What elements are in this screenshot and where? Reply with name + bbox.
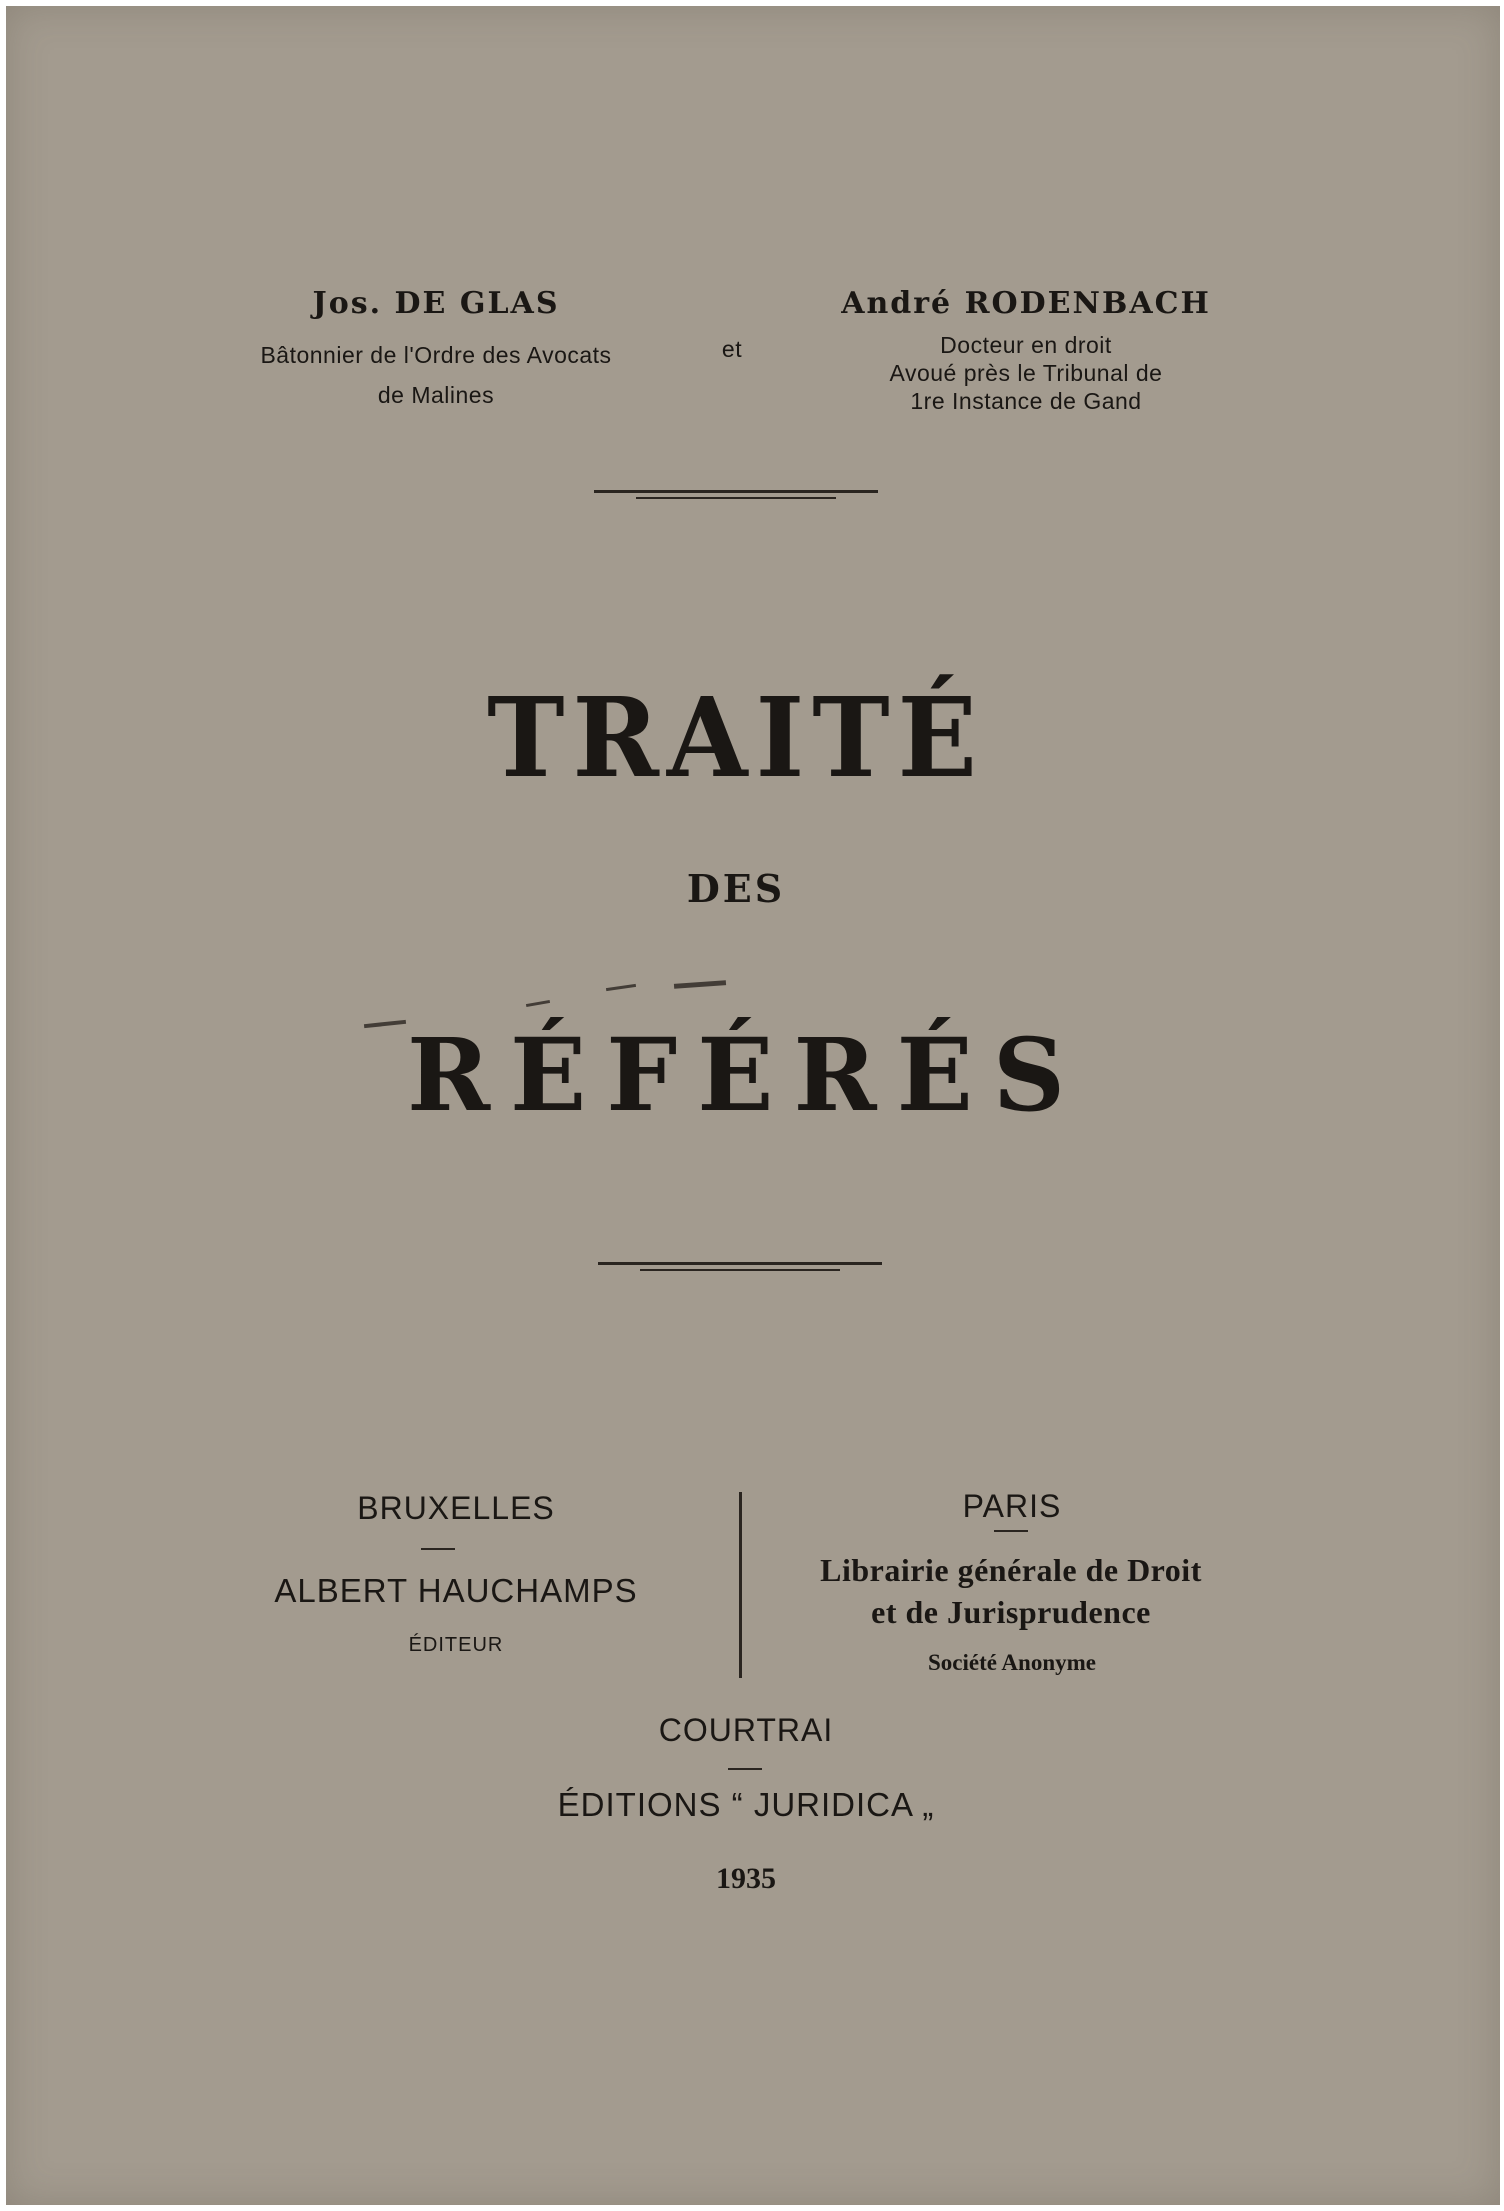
right-author-degree: Docteur en droit [940,332,1112,358]
right-publisher-role: Société Anonyme [927,1650,1096,1675]
left-author-title: Bâtonnier de l'Ordre des Avocats [260,342,612,368]
left-author-location: de Malines [377,382,495,408]
left-publisher-name: ALBERT HAUCHAMPS [274,1572,638,1609]
left-publisher-role: ÉDITEUR [408,1634,504,1656]
ink-smudge [674,980,726,989]
left-publisher-dash [421,1548,455,1550]
right-publisher-name-line1: Librairie générale de Droit [820,1552,1202,1588]
bottom-publisher-dash [728,1768,762,1770]
ink-smudge [606,984,636,991]
publication-year: 1935 [716,1862,776,1895]
bottom-publisher-name: ÉDITIONS “ JURIDICA „ [557,1786,935,1823]
publisher-separator [739,1492,742,1678]
right-author-name: André RODENBACH [841,286,1211,321]
right-publisher-name-line2: et de Jurisprudence [871,1594,1151,1630]
book-cover [6,6,1500,2205]
authors-conjunction: et [721,336,743,362]
ink-smudge [526,1000,550,1007]
left-author-name: Jos. DE GLAS [312,286,560,321]
right-author-title: Avoué près le Tribunal de [889,360,1163,386]
top-divider [594,490,878,499]
right-publisher-dash [994,1530,1028,1532]
right-publisher-city: PARIS [962,1488,1062,1524]
right-author-court: 1re Instance de Gand [910,388,1142,414]
left-publisher-city: BRUXELLES [357,1490,555,1526]
title-main: TRAITÉ [487,672,985,803]
bottom-divider [598,1262,882,1271]
title-subject: RÉFÉRÉS [406,1016,1086,1134]
bottom-publisher-city: COURTRAI [658,1712,834,1748]
title-connector: DES [686,866,786,911]
